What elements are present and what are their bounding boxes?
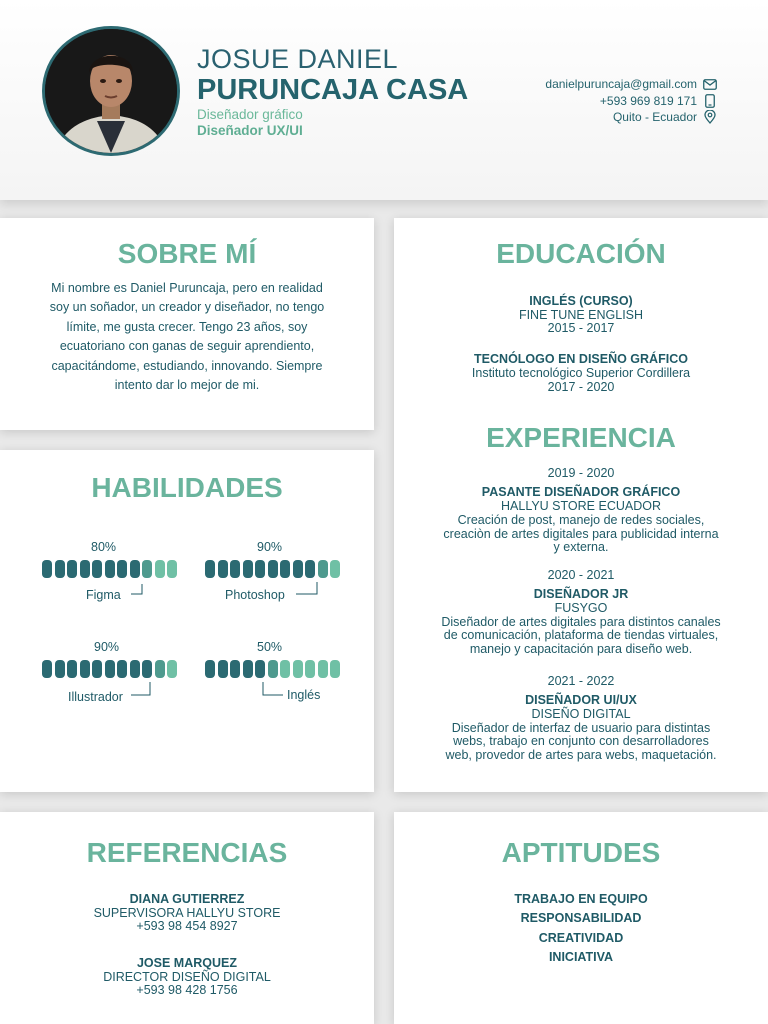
skill-bar-segment [255, 560, 265, 578]
experience-title: EXPERIENCIA [486, 422, 676, 453]
education-years: 2015 - 2017 [547, 321, 615, 335]
skill-name: Illustrador [68, 690, 123, 704]
reference-position: SUPERVISORA HALLYU STORE [93, 905, 281, 920]
skill-name: Photoshop [225, 588, 285, 602]
about-card [0, 218, 374, 430]
skill-illustrador [42, 640, 182, 710]
skill-bar-segment [117, 660, 127, 678]
contact-info [545, 76, 718, 126]
education-experience-card [394, 218, 768, 792]
experience-role: DISEÑADOR JR [533, 587, 629, 601]
skill-bar-segment [130, 660, 140, 678]
aptitude-item: RESPONSABILIDAD [520, 911, 642, 925]
email-text[interactable]: danielpuruncaja@gmail.com [545, 77, 697, 92]
education-degree: INGLÉS (CURSO) [529, 294, 633, 308]
email-row [545, 76, 718, 93]
skill-figma [42, 540, 182, 610]
experience-role: DISEÑADOR UI/UX [525, 693, 637, 707]
reference-phone[interactable]: +593 98 428 1756 [136, 983, 238, 997]
aptitude-item: TRABAJO EN EQUIPO [514, 892, 648, 906]
skill-bar [42, 560, 180, 578]
reference-position: DIRECTOR DISEÑO DIGITAL [103, 969, 271, 984]
skill-bar-segment [167, 560, 177, 578]
arrow-icon [295, 582, 321, 596]
education-degree: TECNÓLOGO EN DISEÑO GRÁFICO [474, 352, 688, 366]
experience-company: DISEÑO DIGITAL [531, 707, 631, 721]
experience-description: Creación de post, manejo de redes sociales, [457, 513, 705, 527]
skill-bar-segment [255, 660, 265, 678]
experience-description: de comunicación, plataforma de tiendas virtuales, [443, 628, 719, 642]
about-title: SOBRE MÍ [117, 238, 257, 269]
aptitude-item: CREATIVIDAD [538, 930, 624, 945]
reference-phone[interactable]: +593 98 454 8927 [136, 919, 238, 933]
experience-description: y externa. [553, 540, 609, 554]
arrow-icon [261, 682, 287, 698]
last-name: PURUNCAJA CASA [197, 74, 469, 106]
aptitude-item: INICIATIVA [548, 950, 614, 964]
skill-bar-segment [42, 560, 52, 578]
location-row [545, 109, 718, 126]
skill-bar-segment [330, 560, 340, 578]
skill-bar-segment [318, 560, 328, 578]
experience-years: 2020 - 2021 [547, 568, 615, 582]
skill-bar-segment [105, 560, 115, 578]
references-title: REFERENCIAS [86, 837, 288, 868]
location-pin-icon [702, 110, 718, 124]
skill-photoshop [205, 540, 345, 610]
skill-bar-segment [155, 560, 165, 578]
skill-bar-segment [142, 560, 152, 578]
reference-name: JOSE MARQUEZ [136, 956, 237, 970]
skill-name: Figma [86, 588, 121, 602]
skill-percent: 90% [257, 540, 283, 554]
phone-row [545, 93, 718, 110]
first-name: JOSUE DANIEL [197, 44, 399, 74]
skills-title: HABILIDADES [91, 472, 283, 503]
skill-bar [205, 560, 343, 578]
education-school: FINE TUNE ENGLISH [518, 307, 644, 322]
skill-bar-segment [218, 660, 228, 678]
education-school: Instituto tecnológico Superior Cordillera [471, 366, 691, 380]
role-ux-designer: Diseñador UX/UI [197, 123, 303, 138]
about-text: Mi nombre es Daniel Puruncaja, pero en realidad soy un soñador, un creador y diseñador, no tengo límite, me gusta crecer. Tengo 23 años, soy ecuatoriano con ganas de seguir aprendiento, capacitándome, estudiando, innovando. Siempre intento dar lo mejor de mi. [49, 281, 325, 393]
skill-bar-segment [142, 660, 152, 678]
skill-bar-segment [205, 660, 215, 678]
references-card [0, 812, 374, 1024]
experience-description: manejo y capacitación para diseño web. [469, 641, 693, 656]
skill-bar-segment [243, 560, 253, 578]
skill-bar-segment [155, 660, 165, 678]
skill-bar-segment [67, 560, 77, 578]
experience-role: PASANTE DISEÑADOR GRÁFICO [481, 485, 681, 499]
aptitudes-title: APTITUDES [501, 837, 661, 868]
skill-bar-segment [305, 560, 315, 578]
education-years: 2017 - 2020 [547, 379, 615, 394]
experience-years: 2019 - 2020 [547, 466, 615, 480]
skill-bar-segment [268, 560, 278, 578]
skill-bar [42, 660, 180, 678]
skill-bar-segment [230, 660, 240, 678]
skill-bar-segment [42, 660, 52, 678]
skill-bar-segment [205, 560, 215, 578]
role-graphic-designer: Diseñador gráfico [197, 107, 303, 122]
skill-bar-segment [67, 660, 77, 678]
skill-bar-segment [92, 560, 102, 578]
reference-name: DIANA GUTIERREZ [129, 892, 245, 906]
arrow-icon [130, 682, 154, 698]
aptitudes-card [394, 812, 768, 1024]
skill-bar-segment [268, 660, 278, 678]
skill-bar-segment [105, 660, 115, 678]
skill-bar-segment [230, 560, 240, 578]
skill-bar-segment [305, 660, 315, 678]
skill-bar-segment [130, 560, 140, 578]
experience-description: creaciòn de artes digitales para publicidad interna [443, 526, 719, 541]
skill-bar-segment [92, 660, 102, 678]
experience-description: Diseñador de interfaz de usuario para distintas [451, 720, 711, 735]
skill-bar-segment [243, 660, 253, 678]
experience-years: 2021 - 2022 [547, 674, 615, 688]
skill-bar-segment [280, 560, 290, 578]
skill-bar-segment [80, 660, 90, 678]
experience-company: HALLYU STORE ECUADOR [501, 499, 661, 513]
skill-bar-segment [330, 660, 340, 678]
skill-bar-segment [280, 660, 290, 678]
skill-percent: 90% [94, 640, 120, 654]
experience-description: Diseñador de artes digitales para distintos canales [441, 614, 721, 629]
skill-percent: 80% [91, 540, 117, 554]
resume-header [0, 0, 768, 200]
skill-bar-segment [318, 660, 328, 678]
phone-text[interactable]: +593 969 819 171 [599, 93, 697, 108]
skill-bar [205, 660, 343, 678]
phone-icon [702, 94, 718, 108]
skill-bar-segment [167, 660, 177, 678]
profile-photo [42, 26, 180, 156]
skill-percent: 50% [257, 640, 283, 654]
skill-name: Inglés [287, 688, 321, 702]
skill-bar-segment [293, 560, 303, 578]
experience-company: FUSYGO [554, 601, 608, 615]
skill-bar-segment [55, 660, 65, 678]
skill-bar-segment [218, 560, 228, 578]
experience-description: web, provedor de artes para webs, maquetación. [445, 747, 717, 762]
experience-description: webs, trabajo en conjunto con desarrolladores [453, 734, 709, 748]
envelope-icon [702, 77, 718, 91]
education-title: EDUCACIÓN [496, 238, 666, 269]
location-text: Quito - Ecuador [612, 110, 697, 125]
skills-card [0, 450, 374, 792]
skill-bar-segment [117, 560, 127, 578]
arrow-icon [130, 584, 146, 596]
skill-bar-segment [293, 660, 303, 678]
skill-bar-segment [55, 560, 65, 578]
skill-bar-segment [80, 560, 90, 578]
skill-ingles [205, 640, 345, 710]
